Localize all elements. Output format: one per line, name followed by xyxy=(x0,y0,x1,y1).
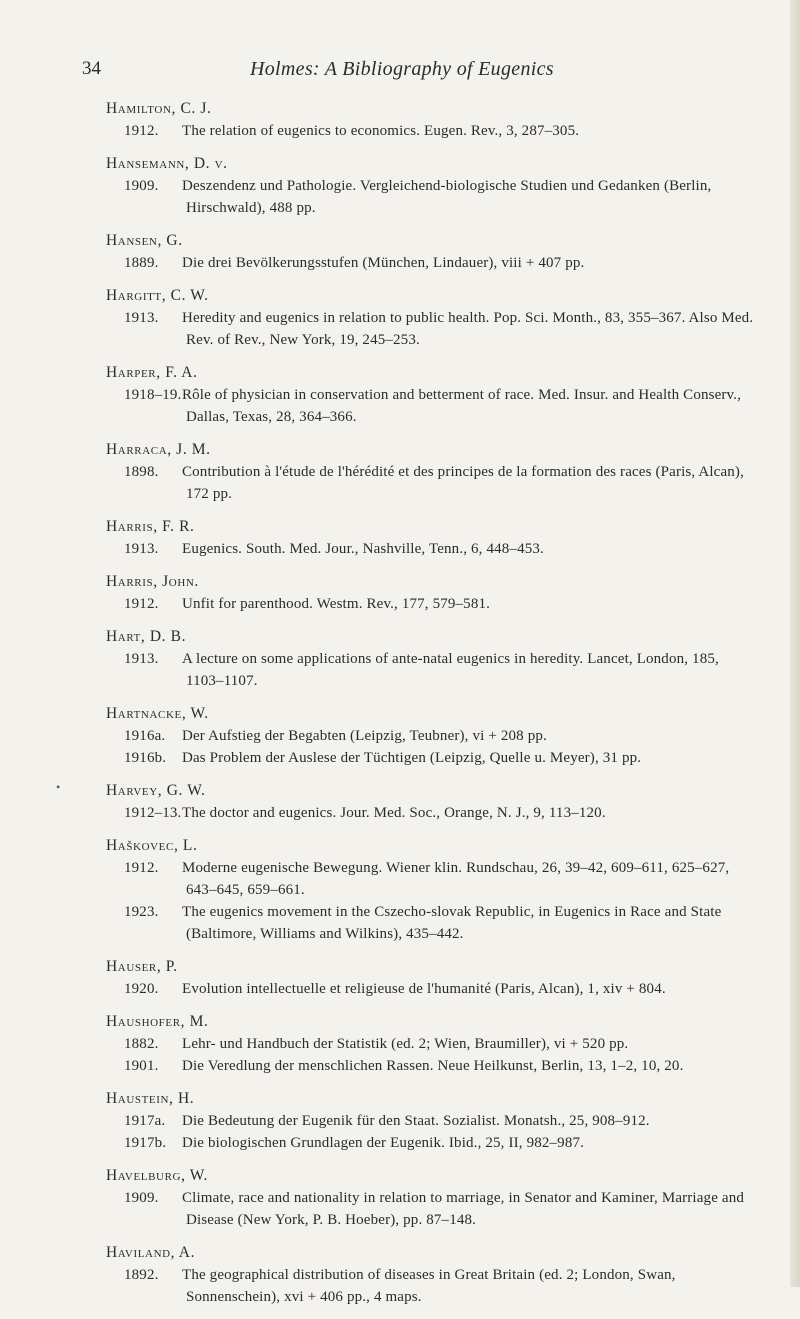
citation-text: Die Bedeutung der Eugenik für den Staat. Sozialist. Monatsh., 25, 908–912. xyxy=(182,1113,650,1129)
bibliography-entry xyxy=(106,153,756,219)
entry-author: Haushofer, M. xyxy=(106,1013,209,1030)
citation-text: Der Aufstieg der Begabten (Leipzig, Teubner), vi + 208 pp. xyxy=(182,728,547,744)
citation-year: 1912. xyxy=(124,860,159,876)
citation-text: Das Problem der Auslese der Tüchtigen (Leipzig, Quelle u. Meyer), 31 pp. xyxy=(182,750,642,766)
entry-citation xyxy=(106,648,756,692)
entry-author: Hansemann, D. v. xyxy=(106,155,228,172)
citation-year: 1917a. xyxy=(124,1113,166,1129)
entry-author: Harper, F. A. xyxy=(106,364,198,381)
bibliography-entry xyxy=(106,1242,756,1308)
bibliography-entry xyxy=(106,626,756,692)
entry-citation xyxy=(106,384,756,428)
citation-year: 1918–19. xyxy=(124,387,182,403)
bibliography-entry xyxy=(106,230,756,274)
entry-citation xyxy=(106,307,756,351)
entry-citation xyxy=(106,1264,756,1308)
entry-author: Hamilton, C. J. xyxy=(106,100,212,117)
citation-year: 1923. xyxy=(124,904,159,920)
entry-citation xyxy=(106,120,756,142)
entry-citation xyxy=(106,461,756,505)
entry-citation xyxy=(106,252,756,274)
bibliography-entry xyxy=(106,1165,756,1231)
entry-citation xyxy=(106,1187,756,1231)
citation-year: 1916b. xyxy=(124,750,167,766)
entry-citation xyxy=(106,978,756,1000)
citation-text: Lehr- und Handbuch der Statistik (ed. 2; Wien, Braumiller), vi + 520 pp. xyxy=(182,1036,629,1052)
entry-citation xyxy=(106,1110,756,1132)
entry-citation xyxy=(106,857,756,901)
entry-citation xyxy=(106,725,756,747)
entry-author: Hartnacke, W. xyxy=(106,705,209,722)
bibliography-entry xyxy=(106,516,756,560)
citation-text: The relation of eugenics to economics. Eugen. Rev., 3, 287–305. xyxy=(182,123,580,139)
citation-text: Climate, race and nationality in relation to marriage, in Senator and Kaminer, Marriage and Disease (New York, P. B. Hoeber), pp. 87–148. xyxy=(182,1190,745,1228)
citation-year: 1917b. xyxy=(124,1135,167,1151)
citation-text: Die biologischen Grundlagen der Eugenik. Ibid., 25, II, 982–987. xyxy=(182,1135,585,1151)
bibliography-entry xyxy=(106,571,756,615)
citation-text: Unfit for parenthood. Westm. Rev., 177, 579–581. xyxy=(182,596,491,612)
entry-author: Harraca, J. M. xyxy=(106,441,211,458)
entry-author: Haviland, A. xyxy=(106,1244,196,1261)
citation-year: 1909. xyxy=(124,1190,159,1206)
entry-citation xyxy=(106,747,756,769)
citation-text: Eugenics. South. Med. Jour., Nashville, Tenn., 6, 448–453. xyxy=(182,541,544,557)
entry-author: Haustein, H. xyxy=(106,1090,195,1107)
bibliography-entry xyxy=(106,703,756,769)
entry-citation xyxy=(106,1132,756,1154)
citation-text: Die drei Bevölkerungsstufen (München, Lindauer), viii + 407 pp. xyxy=(182,255,585,271)
citation-text: The doctor and eugenics. Jour. Med. Soc., Orange, N. J., 9, 113–120. xyxy=(182,805,606,821)
bibliography-entry xyxy=(106,98,756,142)
entry-citation xyxy=(106,901,756,945)
citation-year: 1916a. xyxy=(124,728,166,744)
citation-year: 1901. xyxy=(124,1058,159,1074)
entry-citation xyxy=(106,1033,756,1055)
entry-author: Hart, D. B. xyxy=(106,628,187,645)
bibliography-entry xyxy=(106,285,756,351)
citation-year: 1912. xyxy=(124,123,159,139)
bibliography-list xyxy=(106,98,756,1319)
bibliography-entry xyxy=(106,780,756,824)
entry-author: Haškovec, L. xyxy=(106,837,198,854)
citation-text: Heredity and eugenics in relation to public health. Pop. Sci. Month., 83, 355–367. Also Med. Rev. of Rev., New York, 19, 245–253. xyxy=(182,310,754,348)
bibliography-entry xyxy=(106,835,756,945)
entry-author: Harris, John. xyxy=(106,573,199,590)
running-title: Holmes: A Bibliography of Eugenics xyxy=(250,58,554,80)
entry-citation xyxy=(106,802,756,824)
citation-text: A lecture on some applications of ante-natal eugenics in heredity. Lancet, London, 185, 1103–1107. xyxy=(182,651,719,689)
stray-mark: • xyxy=(56,780,61,794)
citation-year: 1913. xyxy=(124,541,159,557)
bibliography-entry xyxy=(106,362,756,428)
page-header xyxy=(0,58,800,86)
citation-year: 1912–13. xyxy=(124,805,182,821)
bibliography-entry xyxy=(106,439,756,505)
entry-citation xyxy=(106,1055,756,1077)
citation-text: Evolution intellectuelle et religieuse de l'humanité (Paris, Alcan), 1, xiv + 804. xyxy=(182,981,666,997)
entry-author: Hargitt, C. W. xyxy=(106,287,209,304)
entry-author: Harris, F. R. xyxy=(106,518,195,535)
entry-citation xyxy=(106,538,756,560)
citation-year: 1898. xyxy=(124,464,159,480)
bibliography-entry xyxy=(106,956,756,1000)
citation-text: The geographical distribution of diseases in Great Britain (ed. 2; London, Swan, Sonnenschein), xvi + 406 pp., 4 maps. xyxy=(182,1267,676,1305)
entry-author: Havelburg, W. xyxy=(106,1167,209,1184)
citation-text: Rôle of physician in conservation and betterment of race. Med. Insur. and Health Conserv., Dallas, Texas, 28, 364–366. xyxy=(182,387,742,425)
citation-text: Contribution à l'étude de l'hérédité et des principes de la formation des races (Paris, Alcan), 172 pp. xyxy=(182,464,744,502)
bibliography-entry xyxy=(106,1088,756,1154)
entry-author: Hauser, P. xyxy=(106,958,178,975)
citation-year: 1892. xyxy=(124,1267,159,1283)
entry-citation xyxy=(106,175,756,219)
citation-text: Die Veredlung der menschlichen Rassen. Neue Heilkunst, Berlin, 13, 1–2, 10, 20. xyxy=(182,1058,684,1074)
citation-year: 1912. xyxy=(124,596,159,612)
citation-year: 1909. xyxy=(124,178,159,194)
citation-year: 1882. xyxy=(124,1036,159,1052)
citation-text: Deszendenz und Pathologie. Vergleichend-biologische Studien und Gedanken (Berlin, Hirschwald), 488 pp. xyxy=(182,178,712,216)
citation-year: 1920. xyxy=(124,981,159,997)
page-number: 34 xyxy=(82,58,101,79)
citation-year: 1913. xyxy=(124,310,159,326)
bibliography-entry xyxy=(106,1011,756,1077)
citation-year: 1913. xyxy=(124,651,159,667)
entry-author: Harvey, G. W. xyxy=(106,782,206,799)
citation-year: 1889. xyxy=(124,255,159,271)
citation-text: The eugenics movement in the Cszecho-slovak Republic, in Eugenics in Race and State (Baltimore, Williams and Wilkins), 435–442. xyxy=(182,904,722,942)
page-edge xyxy=(790,0,800,1287)
entry-citation xyxy=(106,593,756,615)
entry-author: Hansen, G. xyxy=(106,232,183,249)
citation-text: Moderne eugenische Bewegung. Wiener klin. Rundschau, 26, 39–42, 609–611, 625–627, 643–645, 659–661. xyxy=(182,860,730,898)
